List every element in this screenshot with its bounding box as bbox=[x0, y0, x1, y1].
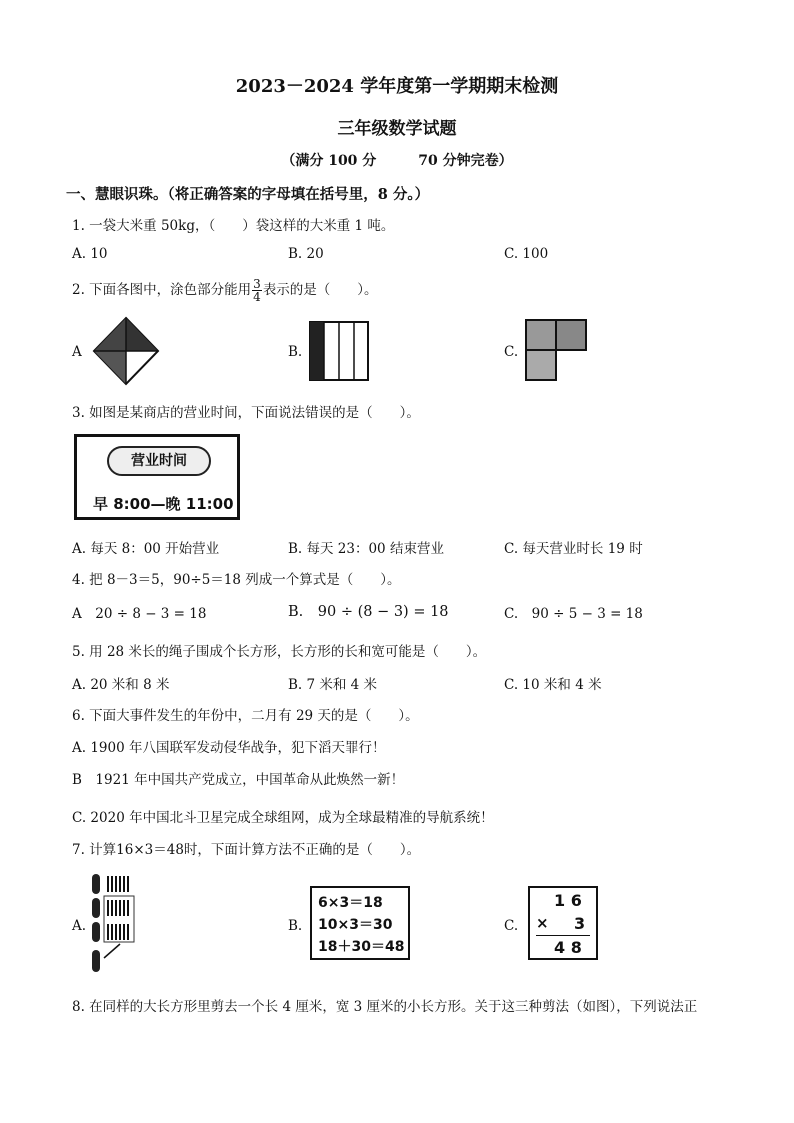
vertical-mid: 3 bbox=[574, 914, 586, 933]
q2-text-after: 表示的是（ ）。 bbox=[262, 282, 378, 298]
question-1: 1. 一袋大米重 50kg，（ ）袋这样的大米重 1 吨。 bbox=[72, 218, 395, 234]
calc-line-1: 6×3＝18 bbox=[318, 895, 383, 911]
question-6: 6. 下面大事件发生的年份中，二月有 29 天的是（ ）。 bbox=[72, 708, 419, 724]
q2-figure-c-l-shape bbox=[524, 318, 590, 384]
question-3: 3. 如图是某商店的营业时间，下面说法错误的是（ ）。 bbox=[72, 405, 420, 421]
q2-figure-a-diamond bbox=[90, 316, 170, 386]
q5-option-b: B. 7 米和 4 米 bbox=[288, 677, 378, 693]
q2-figure-b-strips bbox=[308, 320, 372, 384]
q6-option-a: A. 1900 年八国联军发动侵华战争，犯下滔天罪行！ bbox=[72, 740, 386, 756]
q2-text-before: 2. 下面各图中，涂色部分能用 bbox=[72, 282, 252, 298]
q5-option-a: A. 20 米和 8 米 bbox=[72, 677, 170, 693]
question-5: 5. 用 28 米长的绳子围成个长方形，长方形的长和宽可能是（ ）。 bbox=[72, 644, 487, 660]
exam-info: （满分 100 分 70 分钟完卷） bbox=[281, 153, 513, 169]
q2-option-c: C. bbox=[504, 344, 519, 360]
q4-option-c: C. 90 ÷ 5 − 3 = 18 bbox=[504, 606, 643, 622]
q1-option-a: A. 10 bbox=[72, 246, 108, 262]
vertical-top: 1 6 bbox=[554, 891, 582, 910]
question-7: 7. 计算16×3＝48时，下面计算方法不正确的是（ ）。 bbox=[72, 842, 421, 858]
question-2 bbox=[72, 278, 378, 303]
q4-option-b: B. 90 ÷ (8 − 3) = 18 bbox=[288, 604, 449, 620]
q7-figure-b-calc bbox=[310, 886, 410, 960]
q2-option-b: B. bbox=[288, 344, 303, 360]
q6-option-c: C. 2020 年中国北斗卫星完成全球组网，成为全球最精准的导航系统！ bbox=[72, 810, 494, 826]
sign-hours: 早 8:00—晚 11:00 bbox=[93, 495, 234, 513]
question-4: 4. 把 8－3＝5，90÷5＝18 列成一个算式是（ ）。 bbox=[72, 572, 401, 588]
sign-title: 营业时间 bbox=[107, 446, 211, 476]
q5-option-c: C. 10 米和 4 米 bbox=[504, 677, 602, 693]
exam-title: 2023－2024 学年度第一学期期末检测 bbox=[235, 76, 559, 97]
q7-figure-c-vertical bbox=[528, 886, 598, 960]
q2-option-a: A bbox=[72, 344, 82, 360]
vertical-bottom: 4 8 bbox=[554, 938, 582, 957]
q7-option-c: C. bbox=[504, 918, 519, 934]
vertical-times: × bbox=[536, 914, 549, 932]
question-8: 8. 在同样的大长方形里剪去一个长 4 厘米，宽 3 厘米的小长方形。关于这三种剪法（如图），下列说法正 bbox=[72, 999, 698, 1015]
q7-option-a: A. bbox=[72, 918, 87, 934]
q3-option-a: A. 每天 8：00 开始营业 bbox=[72, 541, 220, 557]
q3-option-c: C. 每天营业时长 19 时 bbox=[504, 541, 643, 557]
q6-option-b: B 1921 年中国共产党成立，中国革命从此焕然一新！ bbox=[72, 772, 405, 788]
exam-subtitle: 三年级数学试题 bbox=[337, 119, 457, 139]
q4-option-a: A 20 ÷ 8 − 3 = 18 bbox=[72, 606, 207, 622]
vertical-line bbox=[536, 935, 590, 936]
calc-line-3: 18＋30＝48 bbox=[318, 939, 405, 955]
business-hours-sign bbox=[74, 434, 240, 520]
q3-option-b: B. 每天 23：00 结束营业 bbox=[288, 541, 444, 557]
section-heading: 一、慧眼识珠。（将正确答案的字母填在括号里，8 分。） bbox=[66, 186, 430, 203]
fraction-three-quarters: $\frac{3}{4}$ bbox=[253, 277, 261, 304]
q1-option-c: C. 100 bbox=[504, 246, 549, 262]
q7-option-b: B. bbox=[288, 918, 303, 934]
q1-option-b: B. 20 bbox=[288, 246, 324, 262]
calc-line-2: 10×3＝30 bbox=[318, 917, 393, 933]
q7-figure-a-sticks bbox=[90, 872, 146, 976]
